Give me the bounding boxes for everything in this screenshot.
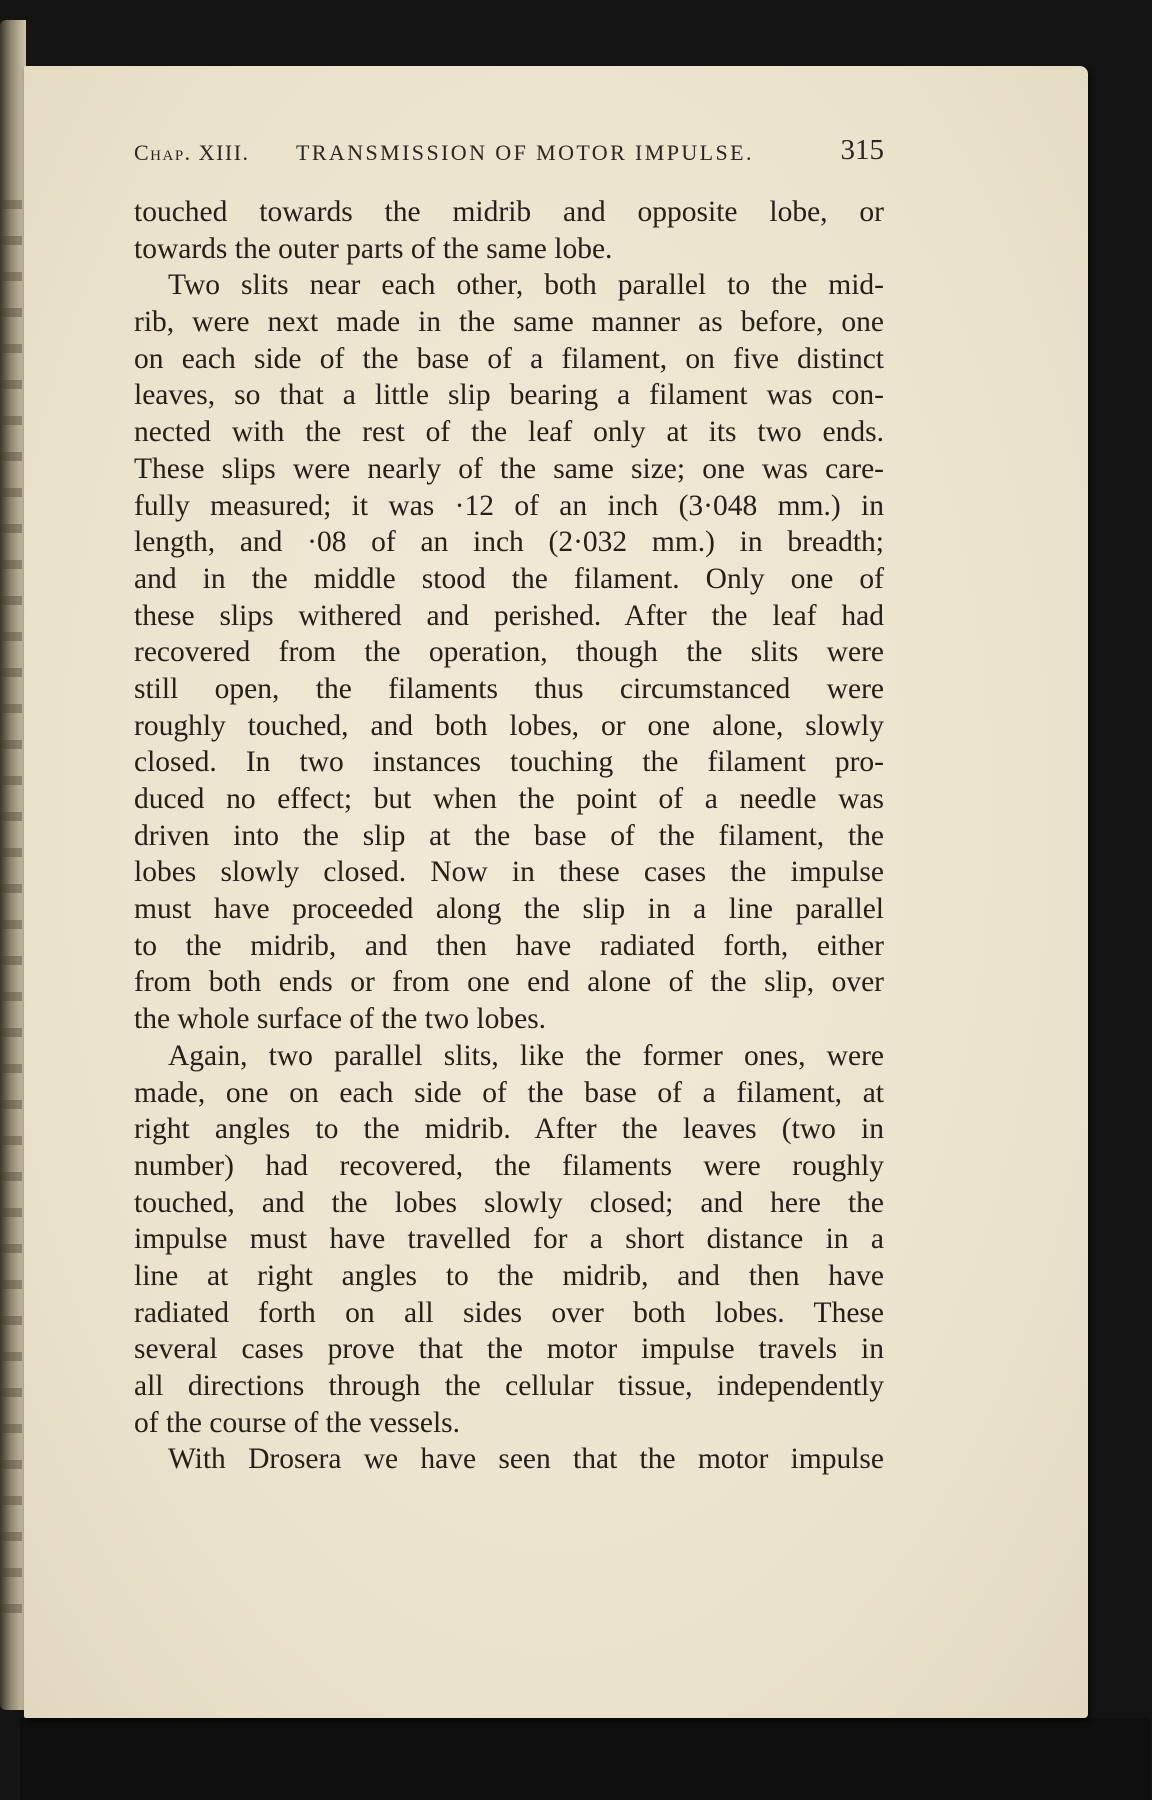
text-line: from both ends or from one end alone of the slip, over <box>134 966 884 999</box>
text-line: Two slits near each other, both parallel to the mid- <box>168 269 884 302</box>
text-line: roughly touched, and both lobes, or one alone, slowly <box>134 709 884 742</box>
text-line: to the midrib, and then have radiated forth, either <box>134 929 884 962</box>
body-text <box>134 194 884 1478</box>
text-line: duced no effect; but when the point of a needle was <box>134 783 884 815</box>
text-line: touched towards the midrib and opposite lobe, or <box>134 196 884 228</box>
text-line: towards the outer parts of the same lobe. <box>134 232 613 265</box>
text-line: fully measured; it was ·12 of an inch (3·048 mm.) in <box>134 489 884 522</box>
text-line: length, and ·08 of an inch (2·032 mm.) in breadth; <box>134 526 884 559</box>
text-line: leaves, so that a little slip bearing a filament was con- <box>134 379 884 412</box>
text-line: touched, and the lobes slowly closed; and here the <box>134 1186 884 1219</box>
running-title: TRANSMISSION OF MOTOR IMPULSE. <box>296 140 754 165</box>
text-line: With Drosera we have seen that the motor impulse <box>168 1443 884 1476</box>
text-line: and in the middle stood the filament. Only one of <box>134 562 884 595</box>
text-line: number) had recovered, the filaments were roughly <box>134 1149 884 1182</box>
text-line: on each side of the base of a filament, on five distinct <box>134 342 884 375</box>
text-line: the whole surface of the two lobes. <box>134 1003 547 1036</box>
text-line: of the course of the vessels. <box>134 1406 461 1439</box>
page-number: 315 <box>840 134 884 166</box>
running-head <box>134 134 884 174</box>
text-line: radiated forth on all sides over both lobes. These <box>134 1296 884 1329</box>
book-page-edges <box>0 20 26 1710</box>
text-line: impulse must have travelled for a short distance in a <box>134 1223 884 1256</box>
text-line: driven into the slip at the base of the filament, the <box>134 819 884 852</box>
page-edge-marks <box>2 200 22 1620</box>
text-line: these slips withered and perished. After the leaf had <box>134 599 884 632</box>
text-line: Again, two parallel slits, like the former ones, were <box>168 1039 884 1072</box>
text-line: recovered from the operation, though the slits were <box>134 636 884 669</box>
text-line: line at right angles to the midrib, and then have <box>134 1259 884 1292</box>
text-line: rib, were next made in the same manner as before, one <box>134 306 884 339</box>
text-line: nected with the rest of the leaf only at its two ends. <box>134 416 884 449</box>
text-line: all directions through the cellular tissue, independently <box>134 1370 884 1402</box>
chapter-label: Chap. XIII. <box>134 140 250 165</box>
text-line: lobes slowly closed. Now in these cases the impulse <box>134 856 884 889</box>
text-line: several cases prove that the motor impulse travels in <box>134 1333 884 1366</box>
text-line: made, one on each side of the base of a filament, at <box>134 1076 884 1109</box>
text-line: must have proceeded along the slip in a line parallel <box>134 893 884 926</box>
bottom-shadow <box>20 1718 1150 1800</box>
text-line: closed. In two instances touching the filament pro- <box>134 746 884 779</box>
text-line: right angles to the midrib. After the leaves (two in <box>134 1113 884 1146</box>
text-line: still open, the filaments thus circumstanced were <box>134 672 884 705</box>
text-line: These slips were nearly of the same size; one was care- <box>134 452 884 485</box>
